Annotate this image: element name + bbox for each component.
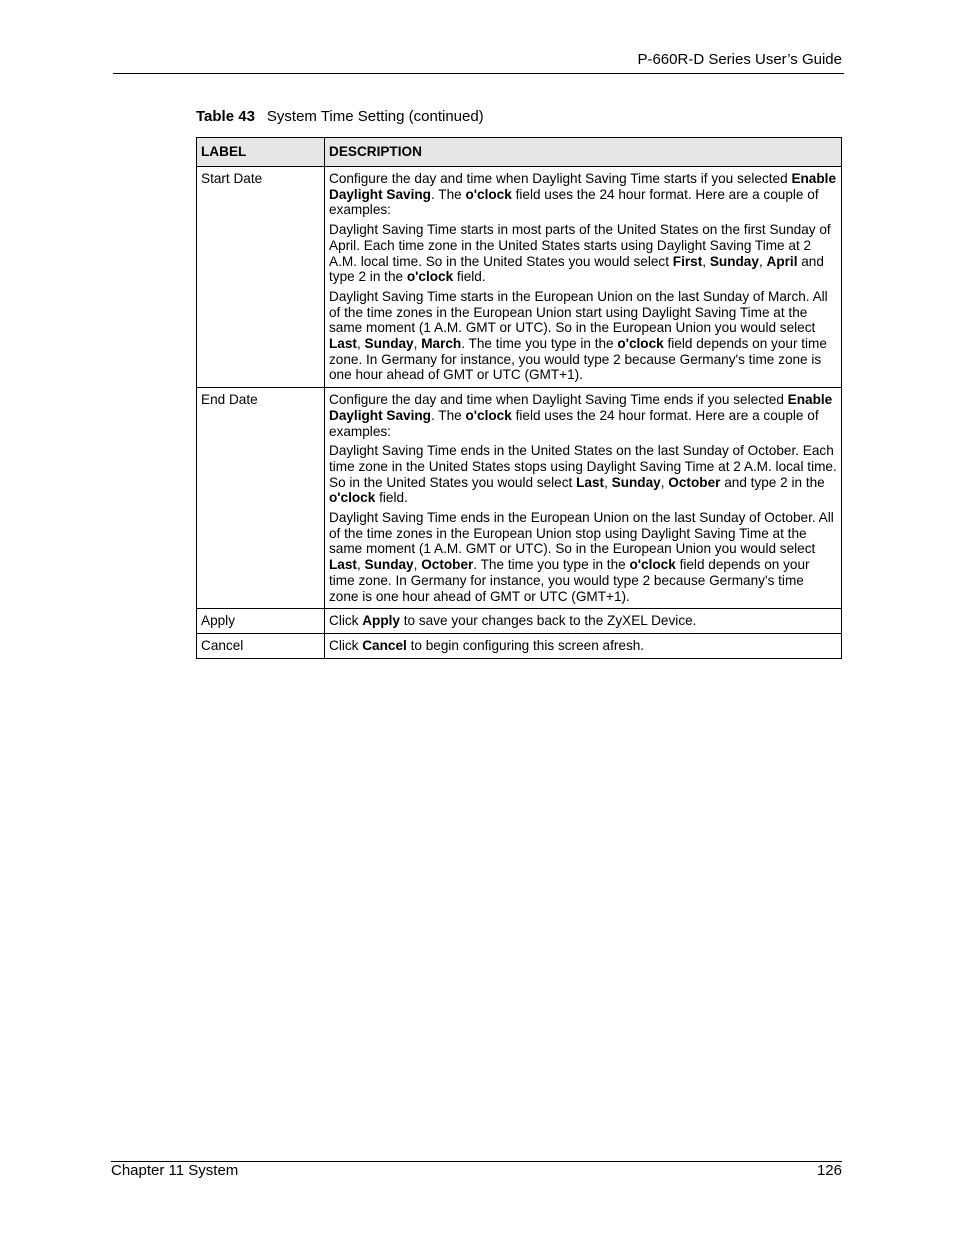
bold-term: Cancel: [362, 637, 407, 653]
row-description: [325, 609, 842, 634]
description-paragraph: [329, 443, 837, 506]
description-paragraph: [329, 613, 837, 629]
row-description: [325, 633, 842, 658]
text-run: and type 2 in the: [720, 474, 825, 490]
text-run: ,: [356, 557, 365, 573]
text-run: . The time you type in the: [473, 557, 630, 573]
row-label: End Date: [197, 388, 325, 609]
bold-term: Sunday: [364, 557, 414, 573]
bold-term: o'clock: [617, 336, 664, 352]
text-run: Click: [329, 613, 363, 629]
text-run: ,: [702, 253, 710, 269]
text-run: Configure the day and time when Daylight Saving Time ends if you selected: [329, 392, 788, 408]
text-run: . The: [430, 186, 466, 202]
row-label: Cancel: [197, 633, 325, 658]
bold-term: o'clock: [629, 557, 676, 573]
bold-term: Last: [329, 336, 357, 352]
bold-term: Sunday: [364, 336, 414, 352]
text-run: Click: [329, 637, 363, 653]
text-run: ,: [758, 253, 767, 269]
text-run: field uses the 24 hour format. Here are a couple of examples:: [329, 407, 819, 439]
bold-term: Sunday: [709, 253, 759, 269]
bold-term: October: [668, 474, 721, 490]
bold-term: Last: [576, 474, 605, 490]
row-description: [325, 388, 842, 609]
table-title: System Time Setting (continued): [266, 108, 484, 125]
bold-term: o'clock: [465, 186, 512, 202]
header-description: DESCRIPTION: [325, 138, 842, 167]
settings-table: [196, 137, 842, 659]
table-body: [197, 167, 842, 659]
text-run: . The: [430, 407, 466, 423]
description-paragraph: [329, 392, 837, 439]
bold-term: o'clock: [329, 490, 376, 506]
text-run: Daylight Saving Time ends in the European Union on the last Sunday of October. All of the time zones in the European Union stop using Daylight Saving Time at the same moment (1 A.M. GMT or UTC). So in the European Union you would select: [329, 510, 834, 557]
table-row: [197, 167, 842, 388]
text-run: field uses the 24 hour format. Here are a couple of examples:: [329, 186, 819, 218]
text-run: field depends on your time zone. In Germany for instance, you would type 2 because Germany's time zone is one hour ahead of GMT or UTC (GMT+1).: [329, 336, 827, 383]
header-title: P-660R-D Series User’s Guide: [637, 51, 842, 68]
bold-term: o'clock: [406, 269, 454, 285]
table-row: [197, 633, 842, 658]
text-run: and type 2 in the: [329, 253, 824, 285]
table-row: [197, 609, 842, 634]
table-number: Table 43: [196, 108, 255, 125]
description-paragraph: [329, 289, 837, 383]
footer-chapter: Chapter 11 System: [111, 1162, 239, 1179]
description-paragraph: [329, 171, 837, 218]
text-run: ,: [413, 336, 422, 352]
text-run: Daylight Saving Time ends in the United States on the last Sunday of October. Each time zone in the United States stops using Daylight Saving Time at 2 A.M. local time. So in the United States you would select: [329, 443, 837, 490]
text-run: ,: [660, 474, 669, 490]
description-paragraph: [329, 222, 837, 285]
text-run: Configure the day and time when Daylight Saving Time starts if you selected: [329, 171, 792, 186]
row-description: [325, 167, 842, 388]
description-paragraph: [329, 510, 837, 604]
description-paragraph: [329, 638, 837, 654]
text-run: ,: [356, 336, 365, 352]
text-run: to save your changes back to the ZyXEL Device.: [400, 613, 697, 629]
bold-term: October: [421, 557, 474, 573]
text-run: Daylight Saving Time starts in the European Union on the last Sunday of March. All of the time zones in the European Union start using Daylight Saving Time at the same moment (1 A.M. GMT or UTC). So in the European Union you would select: [329, 288, 828, 336]
text-run: . The time you type in the: [461, 336, 618, 352]
text-run: Daylight Saving Time starts in most parts of the United States on the first Sunday of April. Each time zone in the United States starts using Daylight Saving Time at 2 A.M. local time. So in the United States you would select: [329, 222, 831, 269]
bold-term: Sunday: [611, 474, 661, 490]
bold-term: April: [766, 253, 798, 269]
text-run: to begin configuring this screen afresh.: [406, 637, 645, 653]
text-run: field.: [453, 269, 486, 285]
row-label: Start Date: [197, 167, 325, 388]
bold-term: Apply: [362, 613, 400, 629]
table-header-row: [197, 138, 842, 167]
text-run: ,: [413, 557, 422, 573]
text-run: field.: [375, 490, 408, 506]
text-run: ,: [604, 474, 612, 490]
bold-term: March: [421, 336, 462, 352]
header-label: LABEL: [197, 138, 325, 167]
text-run: field depends on your time zone. In Germany for instance, you would type 2 because Germany's time zone is one hour ahead of GMT or UTC (GMT+1).: [329, 557, 810, 604]
bold-term: Enable Daylight Saving: [329, 171, 837, 202]
header-rule: [113, 73, 844, 74]
row-label: Apply: [197, 609, 325, 634]
table-caption: [196, 108, 484, 125]
bold-term: Last: [329, 557, 357, 573]
bold-term: First: [672, 253, 703, 269]
bold-term: o'clock: [465, 407, 512, 423]
table-row: [197, 388, 842, 609]
footer-page-number: 126: [816, 1162, 842, 1179]
bold-term: Enable Daylight Saving: [329, 392, 833, 423]
